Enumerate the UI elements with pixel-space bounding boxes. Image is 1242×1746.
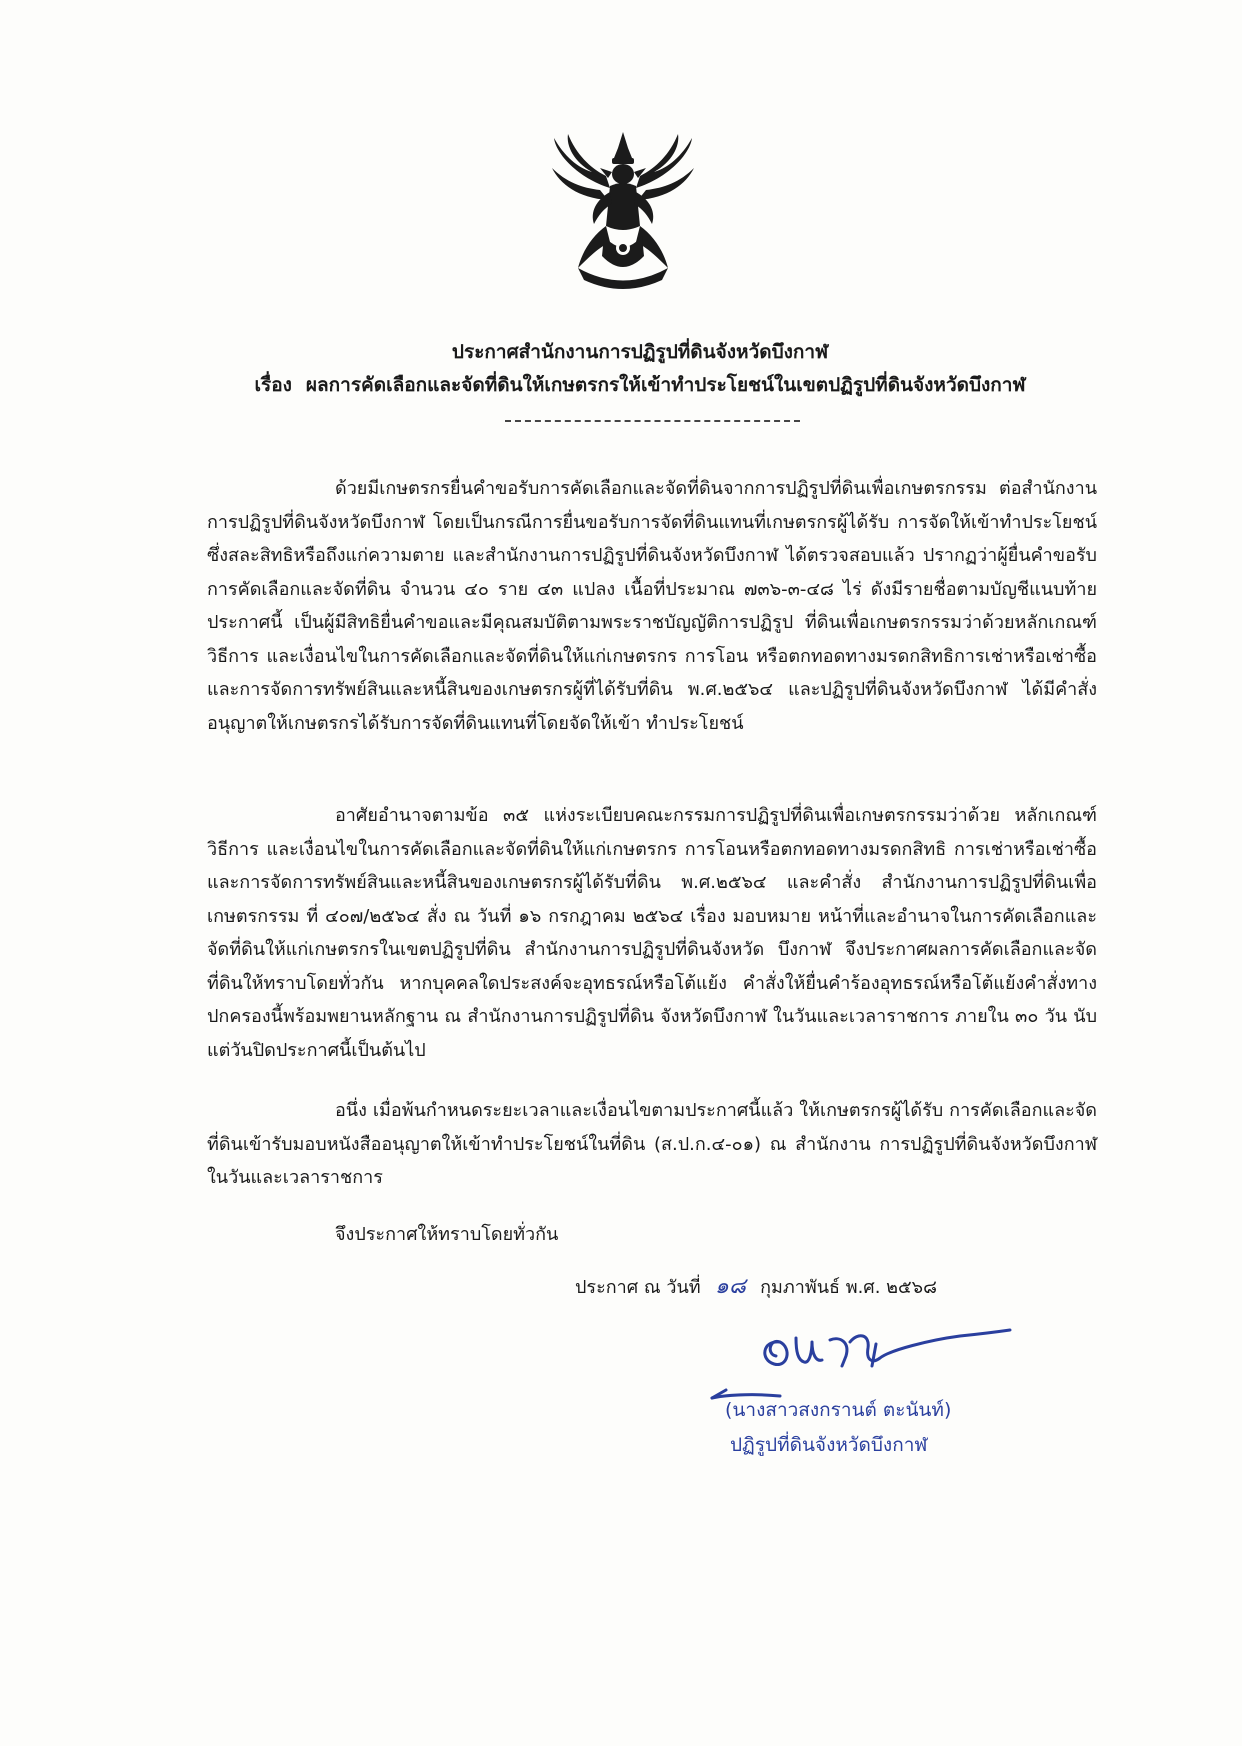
subject-text: ผลการคัดเลือกและจัดที่ดินให้เกษตรกรให้เข้าทำประโยชน์ในเขตปฏิรูปที่ดินจังหวัดบึงกาฬ <box>305 374 1026 396</box>
announcement-prefix: ประกาศ ณ วันที่ <box>575 1277 701 1298</box>
garuda-emblem-icon <box>548 128 698 298</box>
title-block <box>150 336 1130 402</box>
divider <box>505 420 800 422</box>
announcement-date <box>575 1270 1075 1305</box>
paragraph-2: อาศัยอำนาจตามข้อ ๓๕ แห่งระเบียบคณะกรรมการปฏิรูปที่ดินเพื่อเกษตรกรรมว่าด้วย หลักเกณฑ์ วิธีการ และเงื่อนไขในการคัดเลือกและจัดที่ดินให้แก่เกษตรกร การโอนหรือตกทอดทางมรดกสิทธิ การเช่าหรือเช่าซื้อและการจัดการทรัพย์สินและหนี้สินของเกษตรกรผู้ได้รับที่ดิน พ.ศ.๒๕๖๔ และคำสั่ง สำนักงานการปฏิรูปที่ดินเพื่อเกษตรกรรม ที่ ๔๐๗/๒๕๖๔ สั่ง ณ วันที่ ๑๖ กรกฎาคม ๒๕๖๔ เรื่อง มอบหมาย หน้าที่และอำนาจในการคัดเลือกและจัดที่ดินให้แก่เกษตรกรในเขตปฏิรูปที่ดิน สำนักงานการปฏิรูปที่ดินจังหวัด บึงกาฬ จึงประกาศผลการคัดเลือกและจัดที่ดินให้ทราบโดยทั่วกัน หากบุคคลใดประสงค์จะอุทธรณ์หรือโต้แย้ง คำสั่งให้ยื่นคำร้องอุทธรณ์หรือโต้แย้งคำสั่งทางปกครองนี้พร้อมพยานหลักฐาน ณ สำนักงานการปฏิรูปที่ดิน จังหวัดบึงกาฬ ในวันและเวลาราชการ ภายใน ๓๐ วัน นับแต่วันปิดประกาศนี้เป็นต้นไป <box>207 805 1097 1061</box>
paragraph-4: จึงประกาศให้ทราบโดยทั่วกัน <box>335 1224 559 1245</box>
paragraph-3: อนึ่ง เมื่อพ้นกำหนดระยะเวลาและเงื่อนไขตามประกาศนี้แล้ว ให้เกษตรกรผู้ได้รับ การคัดเลือกและจัดที่ดินเข้ารับมอบหนังสืออนุญาตให้เข้าทำประโยชน์ในที่ดิน (ส.ป.ก.๔-๐๑) ณ สำนักงาน การปฏิรูปที่ดินจังหวัดบึงกาฬ ในวันและเวลาราชการ <box>207 1100 1097 1188</box>
signatory-name: (นางสาวสงกรานต์ ตะนันท์) <box>725 1399 952 1421</box>
paragraph-1: ด้วยมีเกษตรกรยื่นคำขอรับการคัดเลือกและจัดที่ดินจากการปฏิรูปที่ดินเพื่อเกษตรกรรม ต่อสำนักงานการปฏิรูปที่ดินจังหวัดบึงกาฬ โดยเป็นกรณีการยื่นขอรับการจัดที่ดินแทนที่เกษตรกรผู้ได้รับ การจัดให้เข้าทำประโยชน์ซึ่งสละสิทธิหรือถึงแก่ความตาย และสำนักงานการปฏิรูปที่ดินจังหวัดบึงกาฬ ได้ตรวจสอบแล้ว ปรากฏว่าผู้ยื่นคำขอรับการคัดเลือกและจัดที่ดิน จำนวน ๔๐ ราย ๔๓ แปลง เนื้อที่ประมาณ ๗๓๖-๓-๔๘ ไร่ ดังมีรายชื่อตามบัญชีแนบท้ายประกาศนี้ เป็นผู้มีสิทธิยื่นคำขอและมีคุณสมบัติตามพระราชบัญญัติการปฏิรูป ที่ดินเพื่อเกษตรกรรมว่าด้วยหลักเกณฑ์ วิธีการ และเงื่อนไขในการคัดเลือกและจัดที่ดินให้แก่เกษตรกร การโอน หรือตกทอดทางมรดกสิทธิการเช่าหรือเช่าซื้อ และการจัดการทรัพย์สินและหนี้สินของเกษตรกรผู้ที่ได้รับที่ดิน พ.ศ.๒๕๖๔ และปฏิรูปที่ดินจังหวัดบึงกาฬ ได้มีคำสั่งอนุญาตให้เกษตรกรได้รับการจัดที่ดินแทนที่โดยจัดให้เข้า ทำประโยชน์ <box>207 478 1097 734</box>
announcement-day: ๑๘ <box>714 1274 746 1299</box>
signatory-position: ปฏิรูปที่ดินจังหวัดบึงกาฬ <box>730 1434 928 1456</box>
announcement-month-year: กุมภาพันธ์ พ.ศ. ๒๕๖๘ <box>760 1277 937 1298</box>
subject-line <box>150 369 1130 402</box>
subject-label: เรื่อง <box>254 374 292 396</box>
page-title: ประกาศสำนักงานการปฏิรูปที่ดินจังหวัดบึงกาฬ <box>451 341 829 363</box>
